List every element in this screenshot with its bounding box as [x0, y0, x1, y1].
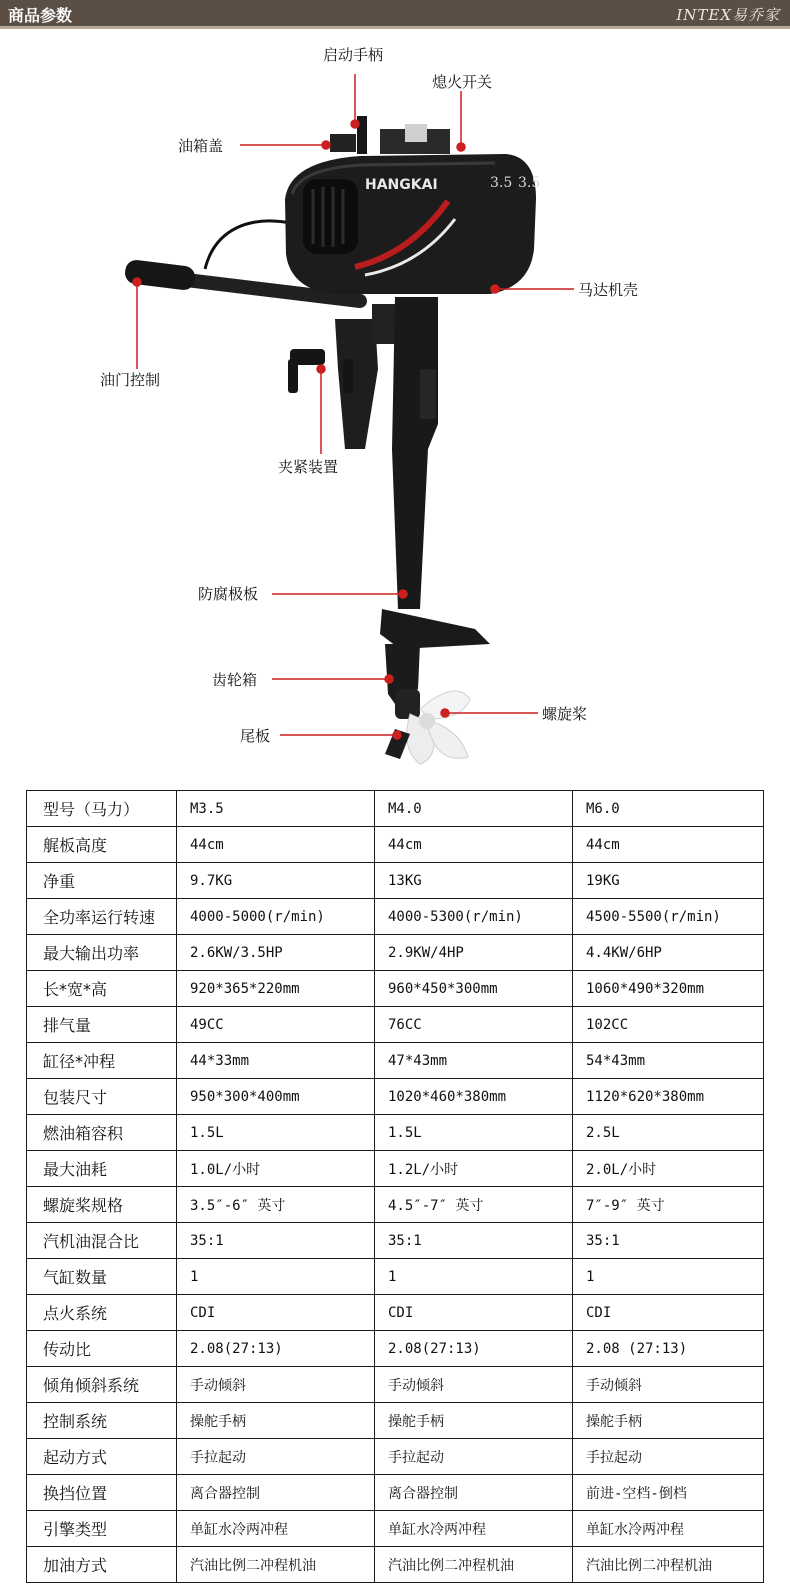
table-row — [27, 935, 764, 971]
spec-label-cell: 点火系统 — [27, 1295, 177, 1331]
spec-value-m60: 54*43mm — [573, 1043, 764, 1079]
spec-value-m40: 汽油比例二冲程机油 — [375, 1547, 573, 1583]
outboard-motor-illustration — [0, 29, 790, 779]
spec-value-m35: 1 — [177, 1259, 375, 1295]
table-row — [27, 899, 764, 935]
spec-value-m40: 操舵手柄 — [375, 1403, 573, 1439]
label-kill-switch: 熄火开关 — [432, 73, 493, 91]
spec-value-m35: CDI — [177, 1295, 375, 1331]
spec-label-cell: 排气量 — [27, 1007, 177, 1043]
spec-value-m40: 1.5L — [375, 1115, 573, 1151]
clamp-bracket — [335, 319, 378, 449]
spec-value-m35: 离合器控制 — [177, 1475, 375, 1511]
spec-label-cell: 净重 — [27, 863, 177, 899]
spec-value-m35: 2.6KW/3.5HP — [177, 935, 375, 971]
table-row — [27, 1007, 764, 1043]
spec-value-m60: 19KG — [573, 863, 764, 899]
spec-value-m35: 920*365*220mm — [177, 971, 375, 1007]
spec-label-cell: 缸径*冲程 — [27, 1043, 177, 1079]
spec-label-cell: 气缸数量 — [27, 1259, 177, 1295]
spec-value-m60: 操舵手柄 — [573, 1403, 764, 1439]
table-row — [27, 1511, 764, 1547]
table-row — [27, 1547, 764, 1583]
engine-brand-text: HANGKAI — [365, 177, 438, 193]
spec-label-cell: 全功率运行转速 — [27, 899, 177, 935]
drive-shaft — [392, 297, 438, 609]
label-tail: 尾板 — [240, 727, 271, 745]
spec-label-cell: 倾角倾斜系统 — [27, 1367, 177, 1403]
spec-value-m35: 汽油比例二冲程机油 — [177, 1547, 375, 1583]
engine-model-text: 3.5 — [490, 175, 513, 191]
label-propeller: 螺旋桨 — [542, 705, 588, 723]
spec-value-m35: 2.08(27:13) — [177, 1331, 375, 1367]
spec-label-cell: 燃油箱容积 — [27, 1115, 177, 1151]
table-row — [27, 1439, 764, 1475]
spec-value-m40: 47*43mm — [375, 1043, 573, 1079]
spec-value-m40: 2.08(27:13) — [375, 1331, 573, 1367]
table-row — [27, 1187, 764, 1223]
spec-value-m40: 单缸水冷两冲程 — [375, 1511, 573, 1547]
anode-plate — [380, 609, 490, 649]
spec-value-m35: M3.5 — [177, 791, 375, 827]
spec-label-cell: 艉板高度 — [27, 827, 177, 863]
spec-value-m35: 49CC — [177, 1007, 375, 1043]
spec-value-m60: 1120*620*380mm — [573, 1079, 764, 1115]
spec-value-m60: 44cm — [573, 827, 764, 863]
table-row — [27, 1115, 764, 1151]
spec-value-m35: 手动倾斜 — [177, 1367, 375, 1403]
kill-switch-dot — [457, 143, 465, 151]
spec-value-m60: 手拉起动 — [573, 1439, 764, 1475]
label-gearbox: 齿轮箱 — [212, 671, 258, 689]
spec-value-m40: 13KG — [375, 863, 573, 899]
throttle-dot — [133, 278, 141, 286]
table-row — [27, 1043, 764, 1079]
anode-dot — [399, 590, 407, 598]
section-header — [0, 0, 790, 29]
spec-value-m60: 35:1 — [573, 1223, 764, 1259]
spec-value-m60: 2.08 (27:13) — [573, 1331, 764, 1367]
table-row — [27, 1475, 764, 1511]
spec-value-m40: 76CC — [375, 1007, 573, 1043]
gearbox-dot — [385, 675, 393, 683]
spec-label-cell: 起动方式 — [27, 1439, 177, 1475]
label-throttle: 油门控制 — [100, 371, 161, 389]
spec-value-m60: 1 — [573, 1259, 764, 1295]
label-clamp: 夹紧装置 — [278, 458, 339, 476]
spec-label-cell: 换挡位置 — [27, 1475, 177, 1511]
spec-value-m40: 手拉起动 — [375, 1439, 573, 1475]
spec-value-m60: 7″-9″ 英寸 — [573, 1187, 764, 1223]
spec-value-m35: 手拉起动 — [177, 1439, 375, 1475]
spec-table — [26, 790, 764, 1583]
motor-cover-dot — [491, 285, 499, 293]
spec-value-m60: 102CC — [573, 1007, 764, 1043]
spec-value-m35: 1.5L — [177, 1115, 375, 1151]
table-row — [27, 1223, 764, 1259]
spec-label-cell: 加油方式 — [27, 1547, 177, 1583]
spec-value-m60: 1060*490*320mm — [573, 971, 764, 1007]
spec-label-cell: 传动比 — [27, 1331, 177, 1367]
spec-value-m40: CDI — [375, 1295, 573, 1331]
spec-value-m60: 4500-5500(r/min) — [573, 899, 764, 935]
table-row — [27, 791, 764, 827]
spec-value-m60: 单缸水冷两冲程 — [573, 1511, 764, 1547]
spec-value-m60: 2.5L — [573, 1115, 764, 1151]
cover-vent — [303, 179, 358, 254]
label-anode: 防腐极板 — [198, 585, 259, 603]
table-row — [27, 1079, 764, 1115]
spec-value-m40: 4000-5300(r/min) — [375, 899, 573, 935]
spec-label-cell: 螺旋桨规格 — [27, 1187, 177, 1223]
spec-value-m40: 2.9KW/4HP — [375, 935, 573, 971]
spec-label-cell: 长*宽*高 — [27, 971, 177, 1007]
spec-value-m35: 35:1 — [177, 1223, 375, 1259]
fuel-cap-dot — [322, 141, 330, 149]
spec-value-m40: 离合器控制 — [375, 1475, 573, 1511]
table-row — [27, 1151, 764, 1187]
spec-value-m60: 汽油比例二冲程机油 — [573, 1547, 764, 1583]
spec-value-m40: 960*450*300mm — [375, 971, 573, 1007]
table-row — [27, 971, 764, 1007]
spec-table-body — [27, 791, 764, 1583]
label-start-handle: 启动手柄 — [323, 46, 384, 64]
clamp-dot — [317, 365, 325, 373]
spec-label-cell: 最大输出功率 — [27, 935, 177, 971]
spec-value-m60: CDI — [573, 1295, 764, 1331]
table-row — [27, 1331, 764, 1367]
spec-value-m40: 1.2L/小时 — [375, 1151, 573, 1187]
table-row — [27, 863, 764, 899]
label-fuel-cap: 油箱盖 — [178, 137, 224, 155]
spec-value-m35: 3.5″-6″ 英寸 — [177, 1187, 375, 1223]
spec-label-cell: 包装尺寸 — [27, 1079, 177, 1115]
spec-value-m35: 1.0L/小时 — [177, 1151, 375, 1187]
spec-value-m35: 44cm — [177, 827, 375, 863]
brand-logo: INTEX易乔家 — [676, 6, 780, 24]
spec-value-m40: 手动倾斜 — [375, 1367, 573, 1403]
spec-value-m40: M4.0 — [375, 791, 573, 827]
spec-value-m40: 4.5″-7″ 英寸 — [375, 1187, 573, 1223]
spec-value-m40: 1 — [375, 1259, 573, 1295]
tail-dot — [393, 731, 401, 739]
start-handle-dot — [351, 120, 359, 128]
spec-value-m60: M6.0 — [573, 791, 764, 827]
spec-label-cell: 引擎类型 — [27, 1511, 177, 1547]
spec-value-m35: 950*300*400mm — [177, 1079, 375, 1115]
kill-cord — [205, 221, 295, 269]
label-motor-cover: 马达机壳 — [578, 281, 639, 299]
spec-value-m40: 1020*460*380mm — [375, 1079, 573, 1115]
throttle-grip — [124, 259, 196, 291]
table-row — [27, 827, 764, 863]
spec-value-m35: 4000-5000(r/min) — [177, 899, 375, 935]
table-row — [27, 1367, 764, 1403]
spec-label-cell: 型号（马力） — [27, 791, 177, 827]
fuel-cap-shape — [330, 134, 356, 152]
propeller-dot — [441, 709, 449, 717]
spec-value-m60: 4.4KW/6HP — [573, 935, 764, 971]
table-row — [27, 1295, 764, 1331]
spec-value-m35: 操舵手柄 — [177, 1403, 375, 1439]
spec-label-cell: 控制系统 — [27, 1403, 177, 1439]
spec-value-m40: 35:1 — [375, 1223, 573, 1259]
product-diagram — [0, 29, 790, 779]
spec-label-cell: 汽机油混合比 — [27, 1223, 177, 1259]
engine-model-text-2: 3.5 — [518, 175, 541, 191]
table-row — [27, 1403, 764, 1439]
spec-value-m35: 单缸水冷两冲程 — [177, 1511, 375, 1547]
spec-value-m35: 44*33mm — [177, 1043, 375, 1079]
spec-label-cell: 最大油耗 — [27, 1151, 177, 1187]
spec-value-m60: 2.0L/小时 — [573, 1151, 764, 1187]
spec-value-m60: 手动倾斜 — [573, 1367, 764, 1403]
section-title: 商品参数 — [8, 6, 73, 25]
spec-value-m60: 前进-空档-倒档 — [573, 1475, 764, 1511]
table-row — [27, 1259, 764, 1295]
spec-value-m35: 9.7KG — [177, 863, 375, 899]
spec-value-m40: 44cm — [375, 827, 573, 863]
